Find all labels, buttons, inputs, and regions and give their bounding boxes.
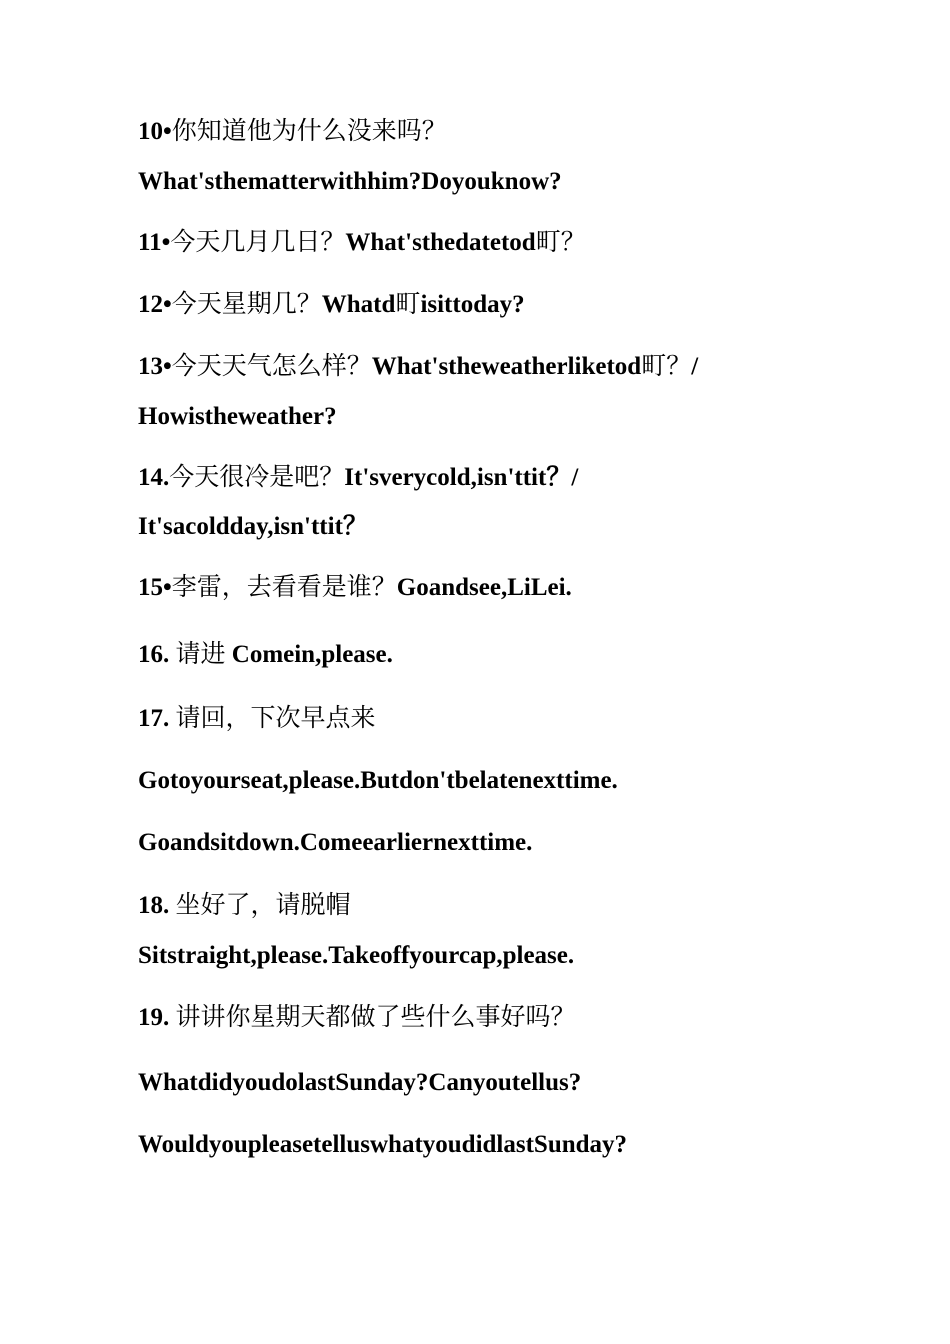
chinese-text: 李雷，去看看是谁？ bbox=[171, 574, 397, 601]
line-19-answer-1 bbox=[138, 1068, 581, 1098]
line-16 bbox=[138, 640, 393, 670]
chinese-text: 町？ bbox=[641, 353, 692, 380]
line-19-answer-2 bbox=[138, 1130, 627, 1160]
line-10-answer bbox=[138, 167, 562, 197]
line-18-answer bbox=[138, 941, 574, 971]
english-text: It'sacoldday,isn'ttit？ bbox=[138, 513, 368, 540]
chinese-text: 町？ bbox=[535, 229, 586, 256]
item-number: 18. bbox=[138, 892, 176, 919]
line-14-question bbox=[138, 463, 578, 493]
english-text: Sitstraight,please.Takeoffyourcap,please. bbox=[138, 942, 575, 969]
english-text: Howistheweather? bbox=[138, 403, 337, 430]
english-text: What'stheweatherliketod bbox=[371, 353, 642, 380]
line-14-answer bbox=[138, 512, 368, 542]
chinese-text: 请回，下次早点来 bbox=[175, 705, 376, 732]
chinese-text: 请进 bbox=[175, 641, 232, 668]
chinese-text: 今天天气怎么样？ bbox=[171, 353, 372, 380]
line-18-question bbox=[138, 891, 351, 921]
chinese-text: 今天星期几？ bbox=[171, 291, 322, 318]
item-number: 16. bbox=[138, 641, 176, 668]
item-number: 17. bbox=[138, 705, 176, 732]
line-15 bbox=[138, 573, 572, 603]
chinese-text: 今天几月几日？ bbox=[170, 229, 346, 256]
line-17-answer-2 bbox=[138, 828, 532, 858]
english-text: Whatd bbox=[321, 291, 396, 318]
line-12 bbox=[138, 290, 525, 320]
line-13-question bbox=[138, 352, 698, 382]
item-number: 12• bbox=[138, 291, 172, 318]
line-10-question bbox=[138, 117, 447, 147]
english-text: It'sverycold,isn'ttit？/ bbox=[344, 464, 579, 491]
english-text: WhatdidyoudolastSunday?Canyoutellus? bbox=[138, 1069, 582, 1096]
english-text: Gotoyourseat,please.Butdon'tbelatenexttime. bbox=[138, 767, 618, 794]
chinese-text: 町 bbox=[395, 291, 421, 318]
item-number: 13• bbox=[138, 353, 172, 380]
line-19-question bbox=[138, 1003, 576, 1033]
english-text: Goandsee,LiLei. bbox=[396, 574, 572, 601]
item-number: 11• bbox=[138, 229, 171, 256]
english-text: WouldyoupleasetelluswhatyoudidlastSunday? bbox=[138, 1131, 628, 1158]
item-number: 15• bbox=[138, 574, 172, 601]
chinese-text: 你知道他为什么没来吗？ bbox=[171, 118, 447, 145]
chinese-text: 坐好了，请脱帽 bbox=[175, 892, 351, 919]
line-11 bbox=[138, 228, 586, 258]
chinese-text: 讲讲你星期天都做了些什么事好吗？ bbox=[175, 1004, 576, 1031]
english-text: Comein,please. bbox=[231, 641, 393, 668]
line-13-answer bbox=[138, 402, 337, 432]
english-text: What'sthedatetod bbox=[345, 229, 536, 256]
english-text: isittoday? bbox=[420, 291, 525, 318]
item-number: 14. bbox=[138, 464, 170, 491]
chinese-text: 今天很冷是吧？ bbox=[169, 464, 345, 491]
line-17-question bbox=[138, 704, 376, 734]
item-number: 19. bbox=[138, 1004, 176, 1031]
english-text: What'sthematterwithhim?Doyouknow? bbox=[138, 168, 562, 195]
item-number: 10• bbox=[138, 118, 172, 145]
english-text: / bbox=[691, 353, 699, 380]
line-17-answer-1 bbox=[138, 766, 618, 796]
english-text: Goandsitdown.Comeearliernexttime. bbox=[138, 829, 533, 856]
